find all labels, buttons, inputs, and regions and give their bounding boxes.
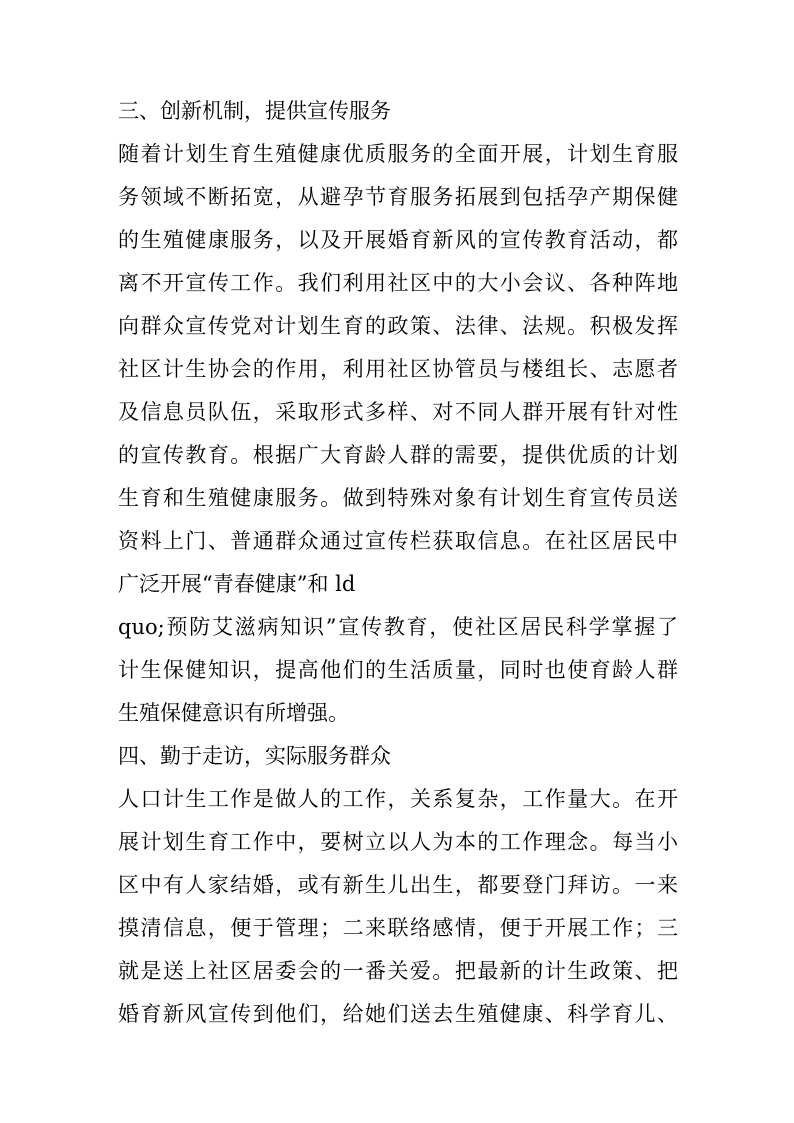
- paragraph-line: 社区计生协会的作用，利用社区协管员与楼组长、志愿者: [118, 357, 678, 381]
- paragraph-line: 资料上门、普通群众通过宣传栏获取信息。在社区居民中: [118, 529, 678, 553]
- paragraph-line: 的生殖健康服务，以及开展婚育新风的宣传教育活动，都: [118, 228, 678, 252]
- paragraph-line: 的宣传教育。根据广大育龄人群的需要，提供优质的计划: [118, 443, 678, 467]
- paragraph-line: 及信息员队伍，采取形式多样、对不同人群开展有针对性: [118, 400, 678, 424]
- paragraph-line: 生殖保健意识有所增强。: [118, 701, 349, 725]
- paragraph-line: 婚育新风宣传到他们，给她们送去生殖健康、科学育儿、: [118, 1002, 678, 1026]
- paragraph-line: 向群众宣传党对计划生育的政策、法律、法规。积极发挥: [118, 314, 678, 338]
- paragraph-line: 生育和生殖健康服务。做到特殊对象有计划生育宣传员送: [118, 486, 678, 510]
- paragraph-line: 随着计划生育生殖健康优质服务的全面开展，计划生育服: [118, 142, 678, 166]
- paragraph-line: 计生保健知识，提高他们的生活质量，同时也使育龄人群: [118, 658, 678, 682]
- paragraph-line: 人口计生工作是做人的工作，关系复杂，工作量大。在开: [118, 787, 678, 811]
- paragraph-line: 摸清信息，便于管理；二来联络感情，便于开展工作；三: [118, 916, 678, 940]
- section-heading-4: 四、勤于走访，实际服务群众: [118, 744, 391, 768]
- paragraph-line: 展计划生育工作中，要树立以人为本的工作理念。每当小: [118, 830, 678, 854]
- paragraph-line: quo;预防艾滋病知识”宣传教育，使社区居民科学掌握了: [118, 615, 678, 639]
- paragraph-line: 区中有人家结婚，或有新生儿出生，都要登门拜访。一来: [118, 873, 678, 897]
- section-heading-3: 三、创新机制，提供宣传服务: [118, 99, 391, 123]
- paragraph-line: 广泛开展“青春健康”和 ld: [118, 572, 356, 596]
- paragraph-line: 就是送上社区居委会的一番关爱。把最新的计生政策、把: [118, 959, 678, 983]
- paragraph-line: 务领域不断拓宽，从避孕节育服务拓展到包括孕产期保健: [118, 185, 678, 209]
- paragraph-line: 离不开宣传工作。我们利用社区中的大小会议、各种阵地: [118, 271, 678, 295]
